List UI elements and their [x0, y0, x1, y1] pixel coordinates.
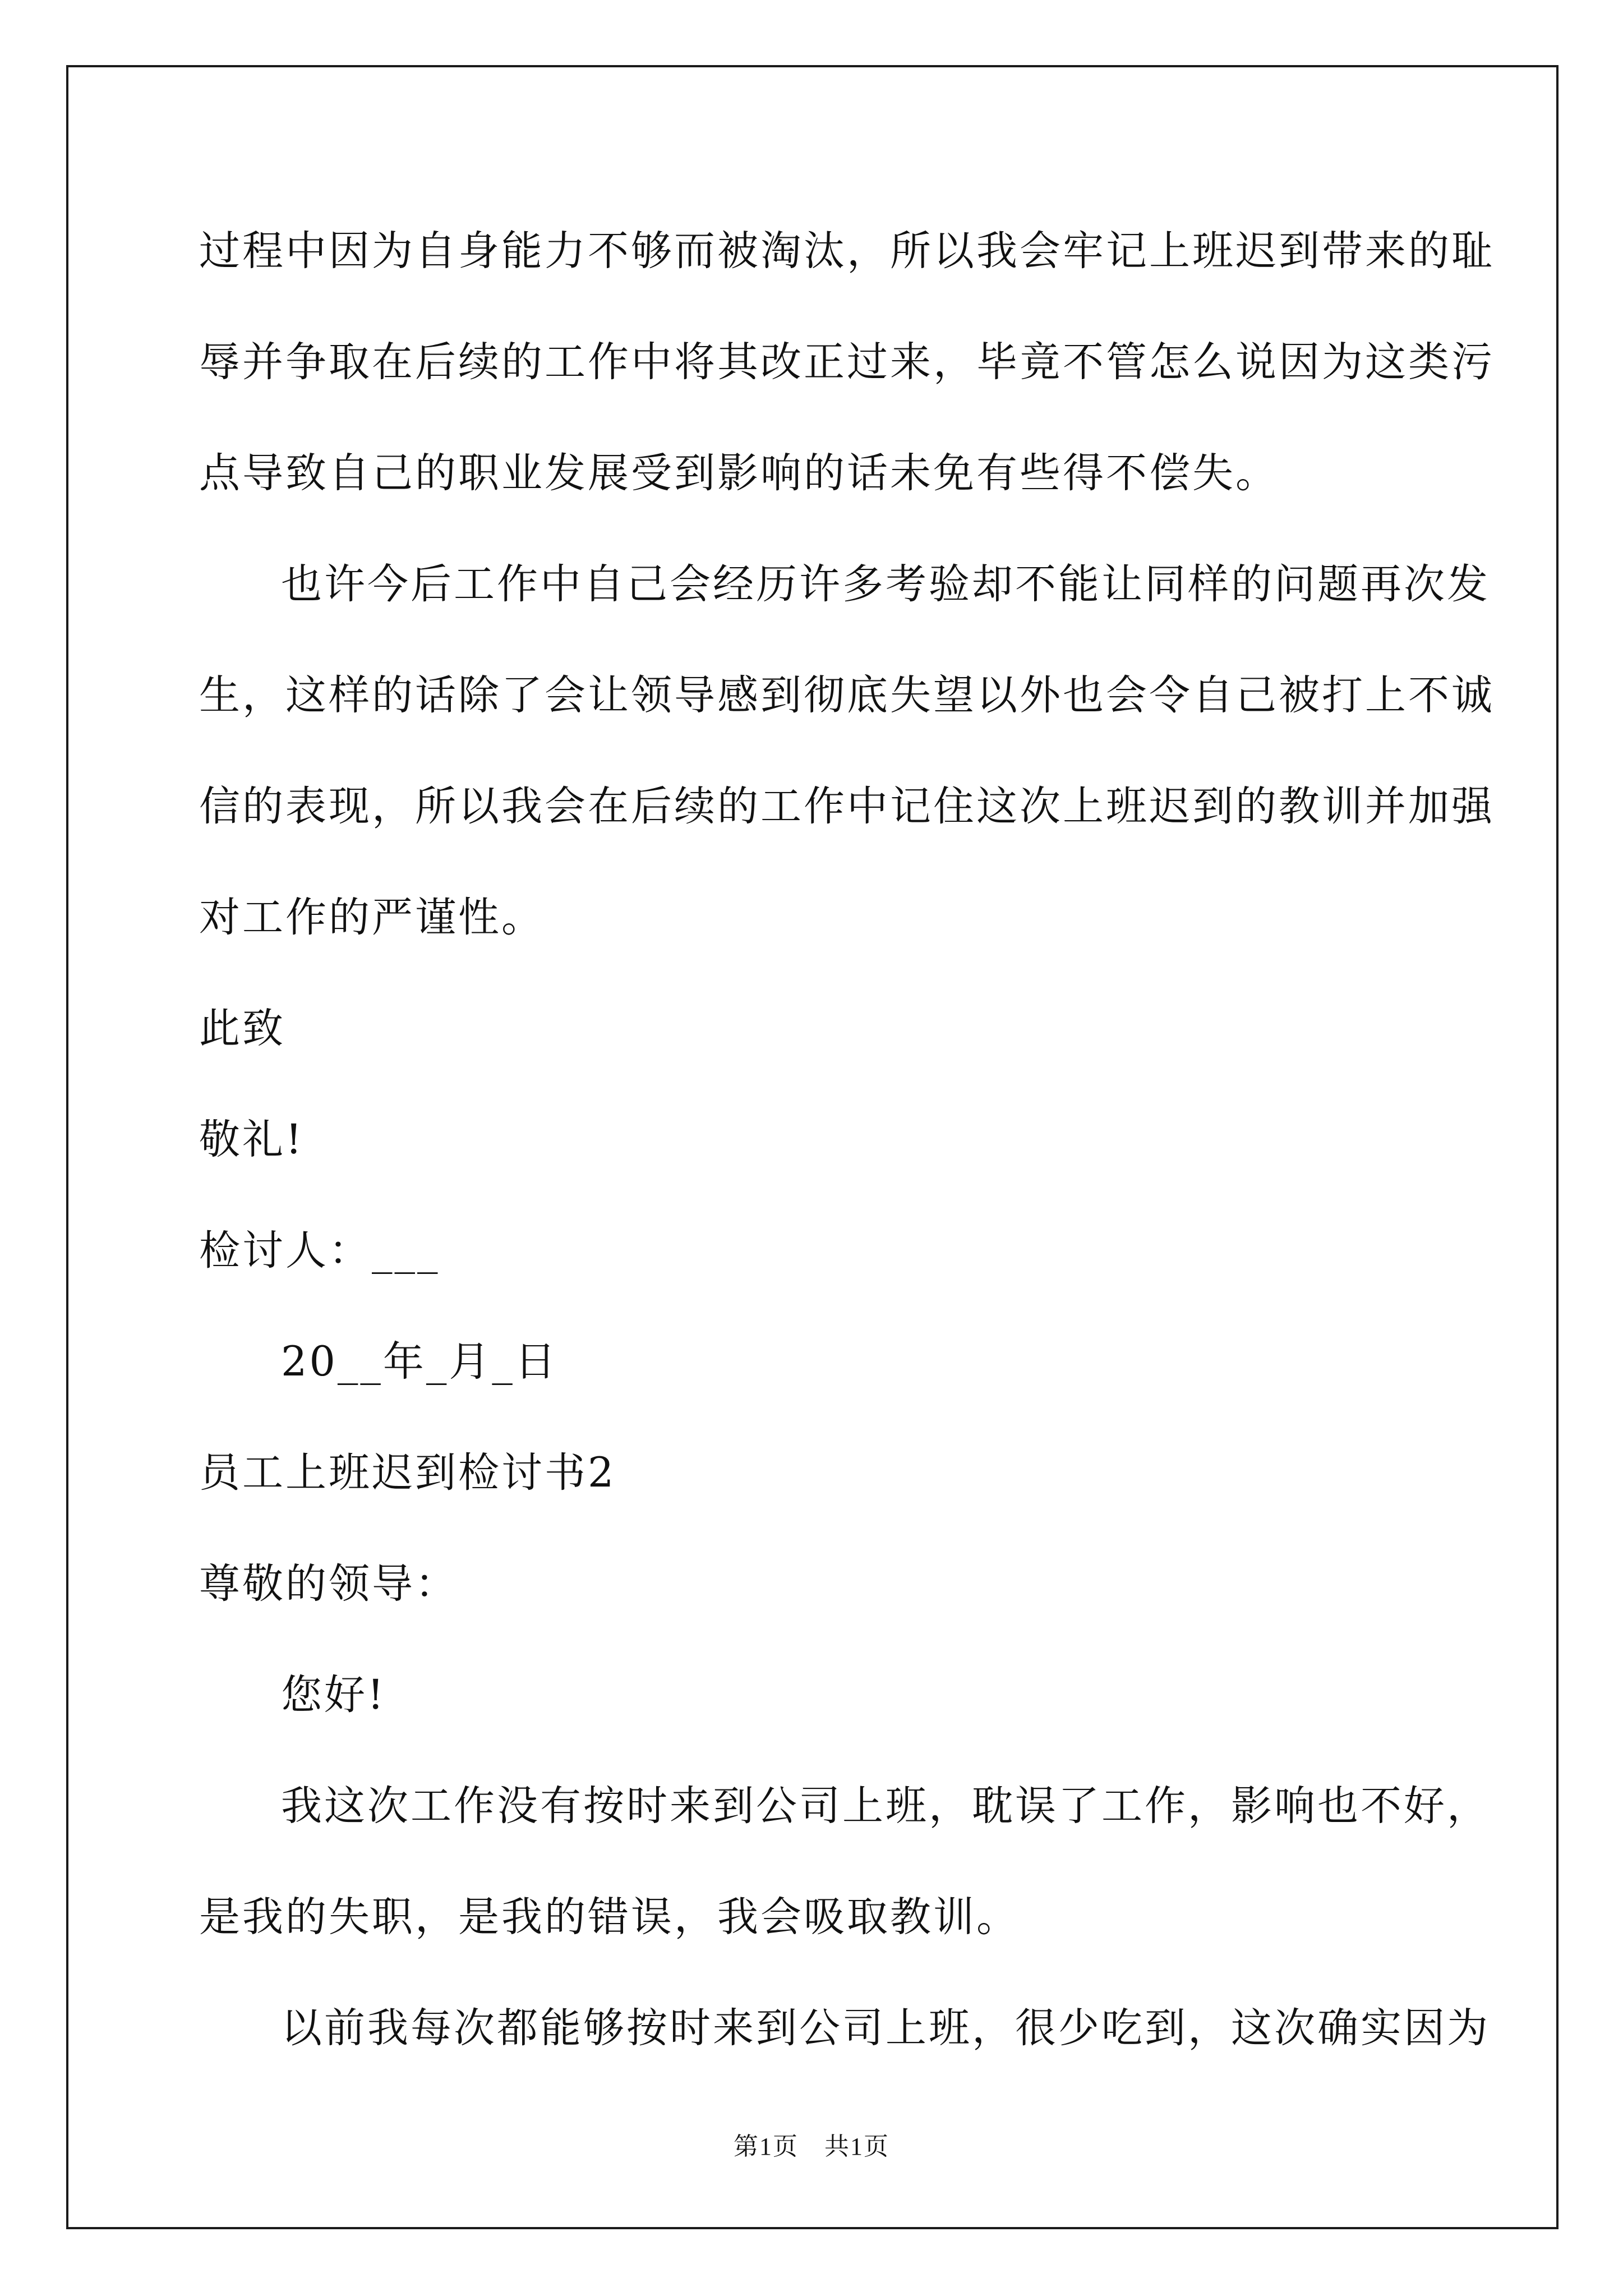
paragraph-line: 点导致自己的职业发展受到影响的话未免有些得不偿失。 [199, 449, 1279, 497]
closing-regards: 敬礼! [199, 1116, 305, 1163]
paragraph-line: 是我的失职，是我的错误，我会吸取教训。 [199, 1893, 1020, 1941]
closing-salutation: 此致 [199, 1005, 285, 1052]
paragraph-line: 我这次工作没有按时来到公司上班，耽误了工作，影响也不好， [281, 1782, 1490, 1830]
greeting-hello: 您好! [281, 1671, 386, 1719]
greeting: 尊敬的领导： [199, 1560, 458, 1608]
page-footer: 第1页 共1页 [734, 2133, 889, 2160]
paragraph-line: 以前我每次都能够按时来到公司上班，很少吃到，这次确实因为 [281, 2004, 1490, 2052]
section-title: 员工上班迟到检讨书2 [199, 1449, 616, 1497]
paragraph-line: 对工作的严谨性。 [199, 894, 545, 941]
paragraph-line: 过程中因为自身能力不够而被淘汰，所以我会牢记上班迟到带来的耻 [199, 227, 1495, 275]
date-line: 20__年_月_日 [281, 1338, 558, 1386]
paragraph-line: 信的表现，所以我会在后续的工作中记住这次上班迟到的教训并加强 [199, 783, 1495, 830]
paragraph-line: 也许今后工作中自己会经历许多考验却不能让同样的问题再次发 [281, 560, 1490, 608]
signature-line: 检讨人：___ [199, 1227, 440, 1274]
paragraph-line: 辱并争取在后续的工作中将其改正过来，毕竟不管怎么说因为这类污 [199, 338, 1495, 386]
paragraph-line: 生，这样的话除了会让领导感到彻底失望以外也会令自己被打上不诚 [199, 671, 1495, 719]
